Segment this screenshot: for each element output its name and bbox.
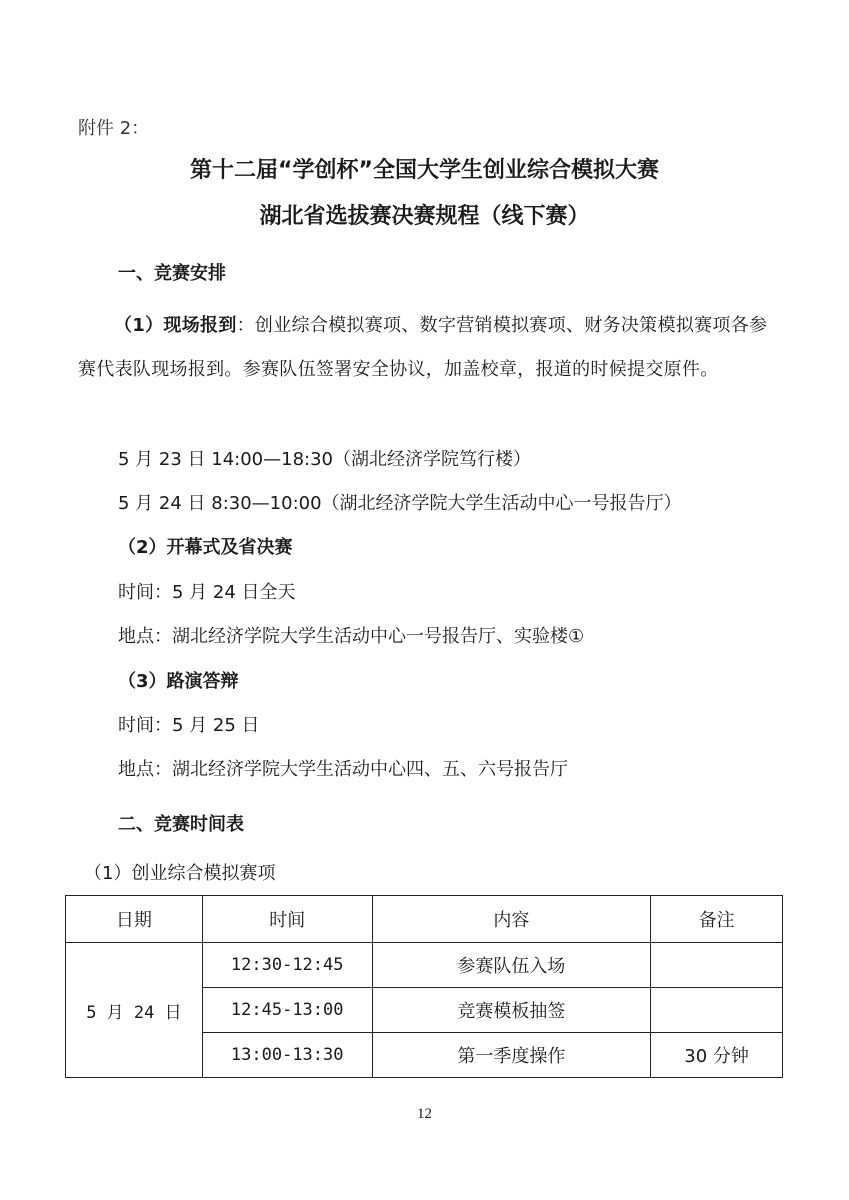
- attachment-label: 附件 2：: [78, 118, 150, 139]
- document-title-line2: 湖北省选拔赛决赛规程（线下赛）: [259, 204, 590, 229]
- section2-sub1: （1）创业综合模拟赛项: [84, 863, 276, 884]
- item3-time: 时间：5 月 25 日: [118, 715, 260, 736]
- schedule-table: [65, 895, 783, 1078]
- document-title-line1: 第十二届“学创杯”全国大学生创业综合模拟大赛: [190, 158, 659, 183]
- item3-place: 地点：湖北经济学院大学生活动中心四、五、六号报告厅: [118, 759, 568, 780]
- content-cell: 竞赛模板抽签: [372, 988, 651, 1033]
- note-cell: 30 分钟: [651, 1033, 783, 1078]
- table-header-row: [66, 896, 783, 943]
- content-cell: 第一季度操作: [372, 1033, 651, 1078]
- header-date: 日期: [66, 896, 203, 943]
- page-number: 12: [417, 1106, 432, 1122]
- item2-label: （2）开幕式及省决赛: [118, 537, 293, 558]
- date-cell: 5 月 24 日: [66, 943, 203, 1078]
- header-note: 备注: [651, 896, 783, 943]
- time-cell: 12:45-13:00: [202, 988, 372, 1033]
- section2-heading: 二、竞赛时间表: [118, 814, 244, 835]
- item1-paragraph: [78, 304, 772, 392]
- header-content: 内容: [372, 896, 651, 943]
- section1-heading: 一、竞赛安排: [118, 263, 226, 284]
- header-time: 时间: [202, 896, 372, 943]
- note-cell: [651, 943, 783, 988]
- time-cell: 12:30-12:45: [202, 943, 372, 988]
- note-cell: [651, 988, 783, 1033]
- table-row: [66, 943, 783, 988]
- item2-place: 地点：湖北经济学院大学生活动中心一号报告厅、实验楼①: [118, 626, 585, 647]
- item1-label: （1）现场报到: [114, 315, 237, 336]
- item1-line-a: 5 月 23 日 14:00—18:30（湖北经济学院笃行楼）: [118, 449, 531, 470]
- item1-line-b: 5 月 24 日 8:30—10:00（湖北经济学院大学生活动中心一号报告厅）: [118, 493, 682, 514]
- content-cell: 参赛队伍入场: [372, 943, 651, 988]
- time-cell: 13:00-13:30: [202, 1033, 372, 1078]
- item1-text: ：创业综合模拟赛项、数字营销模拟赛项、财务决策模拟赛项各参赛代表队现场报到。参赛队伍签署安全协议，加盖校章，报道的时候提交原件。: [78, 315, 768, 380]
- item3-label: （3）路演答辩: [118, 671, 239, 692]
- item2-time: 时间：5 月 24 日全天: [118, 582, 296, 603]
